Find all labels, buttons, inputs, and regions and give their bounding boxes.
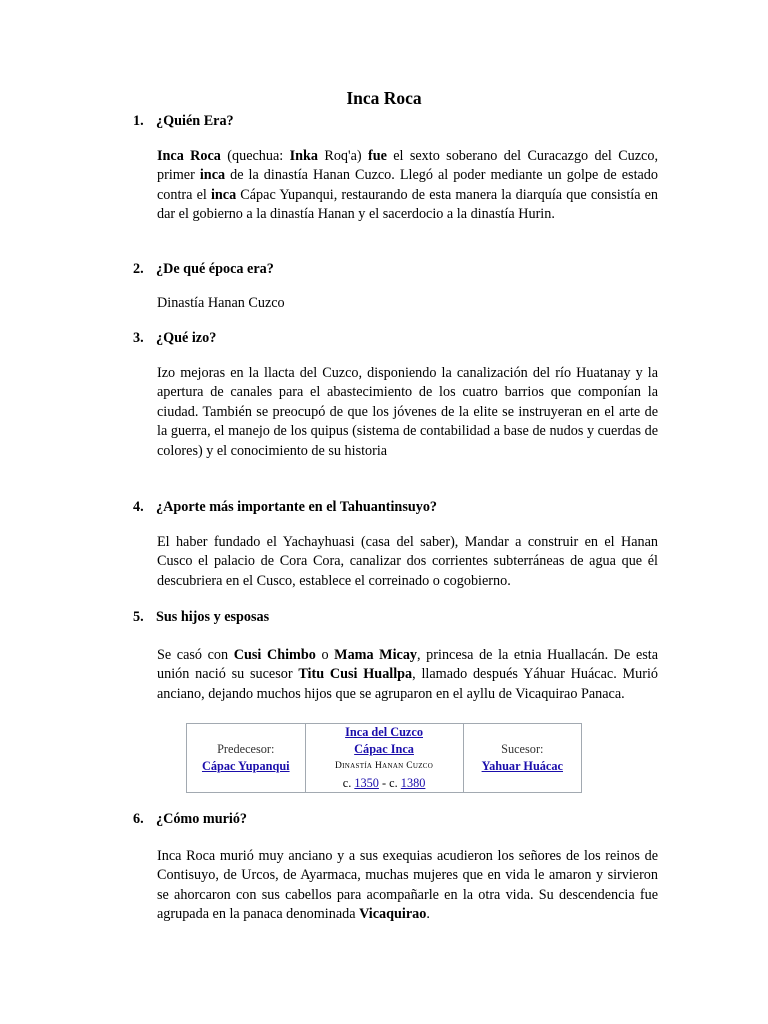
section-2-paragraph: Dinastía Hanan Cuzco — [157, 295, 285, 311]
section-question: ¿Quién Era? — [156, 113, 234, 129]
text-run: el sexto soberano del Curacazgo del Cuzco, primer — [157, 148, 658, 184]
title-cell — [305, 724, 463, 793]
section-question: ¿De qué época era? — [156, 261, 274, 277]
section-question: ¿Qué izo? — [156, 330, 217, 346]
section-2-heading — [133, 259, 274, 279]
section-number: 4. — [133, 499, 144, 515]
successor-cell — [463, 724, 581, 793]
text-run: Cápac Yupanqui, restaurando de esta manera la diarquía que consistía en dar el gobierno a la dinastía Hanan y el sacerdocio a la dinastía Hurin. — [157, 186, 658, 223]
text-run: Se casó con — [157, 647, 234, 663]
section-4-paragraph: El haber fundado el Yachayhuasi (casa del saber), Mandar a construir en el Hanan Cusco el palacio de Cora Cora, canalizar dos corrientes subterráneas de agua que él descubriera en el Cusco, establece el correinado o cogobierno. — [157, 534, 658, 589]
predecessor-label: Predecesor: — [217, 742, 275, 756]
section-number: 3. — [133, 330, 144, 346]
bold-text: Vicaquirao — [359, 906, 427, 923]
bold-text: inca — [210, 186, 237, 203]
section-1-heading — [133, 111, 234, 131]
capac-inca-link[interactable]: Cápac Inca — [354, 742, 414, 756]
text-run: c. — [342, 776, 355, 790]
section-6-heading — [133, 809, 247, 829]
section-number: 2. — [133, 261, 144, 277]
section-number: 5. — [133, 609, 144, 625]
successor-link[interactable]: Yahuar Huácac — [481, 759, 563, 773]
predecessor-cell — [187, 724, 306, 793]
text-run: (quechua: — [220, 148, 290, 164]
section-1-paragraph — [157, 147, 658, 225]
reign-dates — [310, 775, 459, 792]
text-run: o — [315, 647, 335, 663]
successor-label: Sucesor: — [501, 742, 544, 756]
text-run: , llamado después Yáhuar Huácac. Murió anciano, dejando muchos hijos que se agruparon en el ayllu de Vicaquirao Panaca. — [157, 666, 658, 702]
text-run: . — [426, 906, 430, 923]
section-3-heading — [133, 328, 216, 348]
section-question: Sus hijos y esposas — [156, 609, 270, 625]
section-number: 1. — [133, 113, 144, 129]
year-1380-link[interactable]: 1380 — [400, 776, 426, 790]
section-6-paragraph — [157, 847, 658, 925]
text-run: - c. — [378, 776, 401, 790]
succession-box — [186, 723, 582, 793]
bold-text: Inca Roca — [157, 148, 221, 164]
bold-text: Cusi Chimbo — [233, 647, 316, 663]
text-run: de la dinastía Hanan Cuzco. Llegó al poder mediante un golpe de estado contra el — [157, 167, 658, 203]
predecessor-link[interactable]: Cápac Yupanqui — [201, 759, 290, 773]
bold-text: Titu Cusi Huallpa — [298, 666, 413, 683]
text-run: Inca Roca murió muy anciano y a sus exequias acudieron los señores de los reinos de Contisuyo, de Urcos, de Ayarmaca, muchas mujeres que en vida le amaron y sirvieron se ahorcaron con sus cabellos para acompañarle en la otra vida. Su descendencia fue agrupada en la panaca denominada — [157, 848, 658, 923]
section-question: ¿Cómo murió? — [156, 811, 248, 827]
bold-text: Mama Micay — [334, 647, 418, 663]
section-3-paragraph: Izo mejoras en la llacta del Cuzco, disponiendo la canalización del río Huatanay y la apertura de canales para el abastecimiento de los cuatro barrios que componían la ciudad. También se preocupó de que los jóvenes de la elite se instruyeran en el arte de la guerra, el manejo de los quipus (sistema de contabilidad a base de nudos y cuerdas de colores) y el conocimiento de su historia — [157, 365, 658, 459]
section-5-heading — [133, 607, 269, 627]
bold-text: inca — [199, 167, 226, 184]
year-1350-link[interactable]: 1350 — [354, 776, 379, 790]
bold-text: fue — [367, 148, 387, 164]
inca-del-cuzco-link[interactable]: Inca del Cuzco — [345, 725, 423, 739]
document-title: Inca Roca — [346, 88, 422, 108]
section-question: ¿Aporte más importante en el Tahuantinsuyo? — [156, 499, 438, 515]
text-run: Roq'a) — [318, 148, 368, 164]
dynasty-label: Dinastía Hanan Cuzco — [335, 761, 434, 771]
text-run: , princesa de la etnia Huallacán. De esta unión nació su sucesor — [157, 647, 659, 683]
section-5-paragraph — [157, 646, 658, 704]
section-4-heading — [133, 497, 437, 517]
section-number: 6. — [133, 811, 144, 827]
bold-text: Inka — [289, 148, 318, 164]
